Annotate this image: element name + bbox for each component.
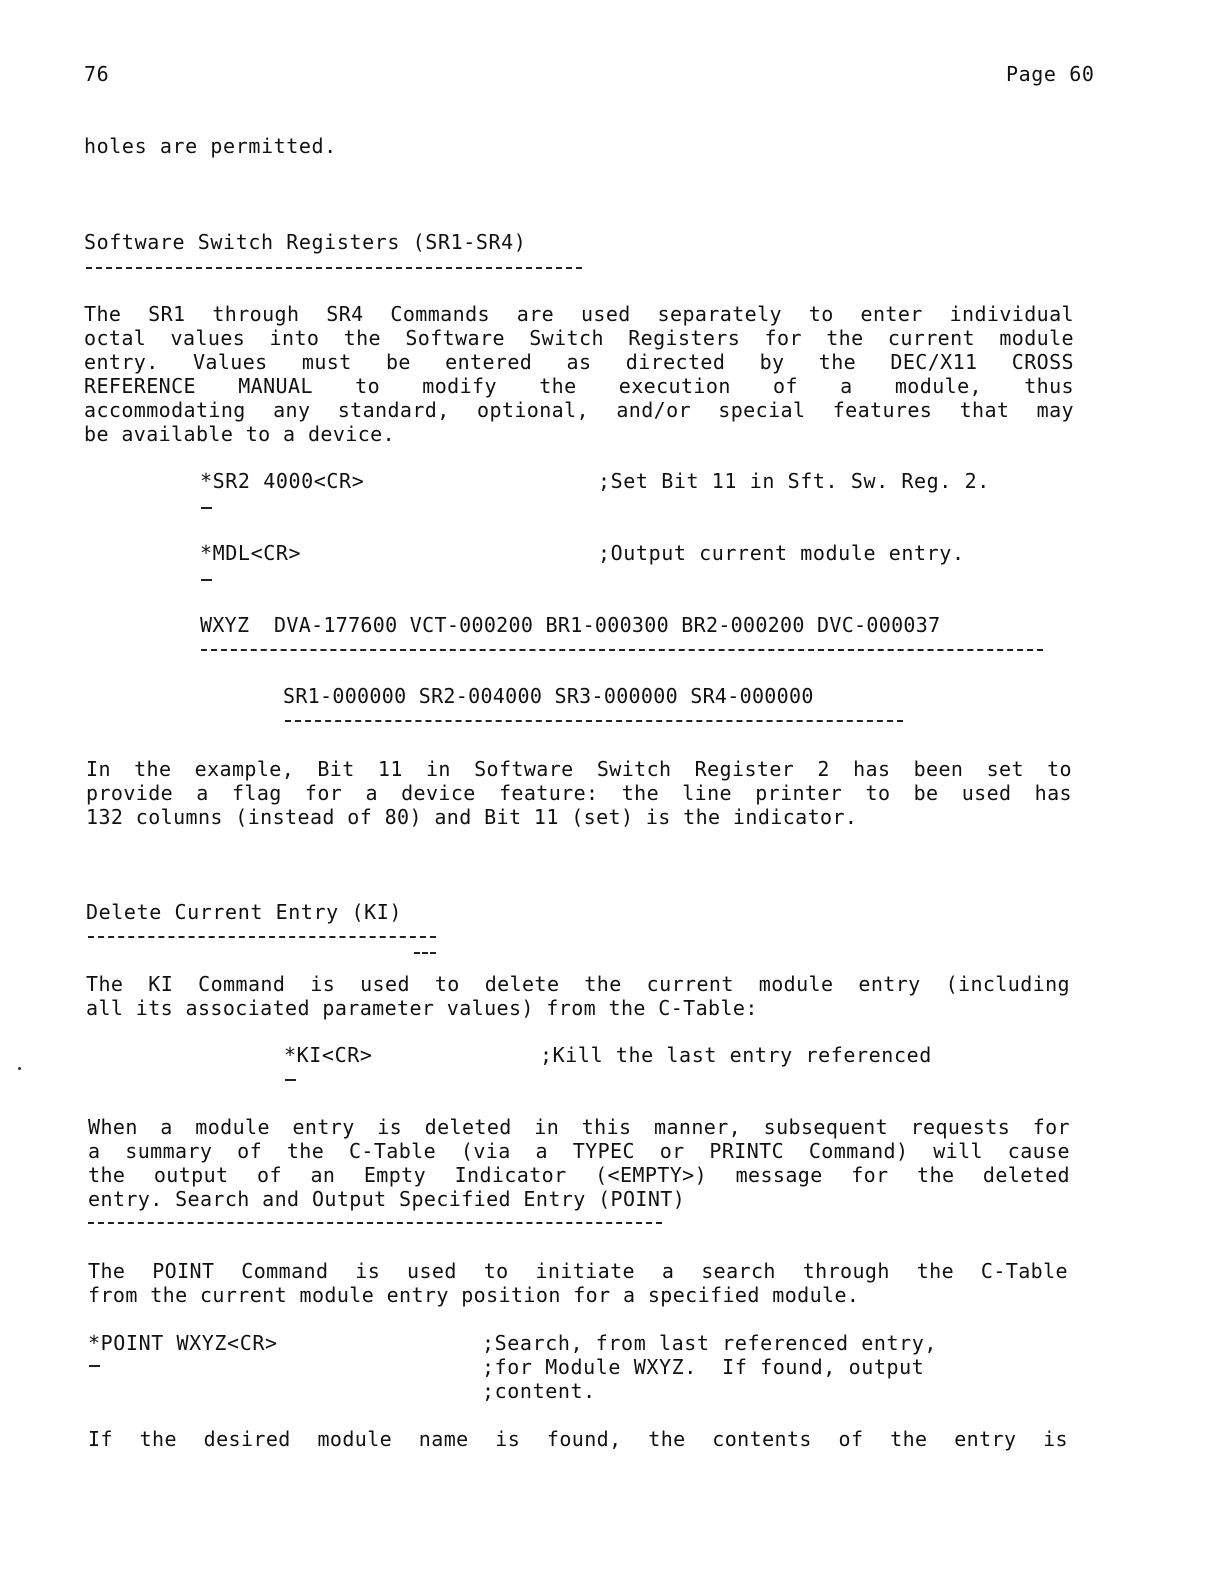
- command-comment: ;Kill the last entry referenced: [540, 1043, 932, 1067]
- paragraph-line: all its associated parameter values) from the C-Table:: [86, 996, 758, 1020]
- output-underline: [201, 649, 1043, 651]
- paragraph-line: REFERENCE MANUAL to modify the execution of a module, thus: [84, 374, 1074, 398]
- paragraph-line: The KI Command is used to delete the current module entry (including: [86, 972, 1070, 996]
- paragraph-line: When a module entry is deleted in this manner, subsequent requests for: [88, 1115, 1070, 1139]
- command-underscore: [201, 579, 212, 581]
- paragraph-line: entry. Search and Output Specified Entry (POINT): [88, 1187, 686, 1211]
- heading-underline: [88, 936, 436, 938]
- intro-line: holes are permitted.: [84, 134, 337, 158]
- command-code: *POINT WXYZ<CR>: [88, 1331, 278, 1355]
- paragraph-line: 132 columns (instead of 80) and Bit 11 (set) is the indicator.: [86, 805, 858, 829]
- paragraph-line: octal values into the Software Switch Registers for the current module: [84, 326, 1074, 350]
- paragraph-line: be available to a device.: [84, 422, 396, 446]
- page-number-left: 76: [84, 62, 110, 86]
- scan-speck: [18, 1067, 21, 1070]
- command-code: *SR2 4000<CR>: [200, 469, 365, 493]
- command-comment: ;for Module WXYZ. If found, output: [482, 1355, 925, 1379]
- ki-paragraph: [86, 972, 1070, 1020]
- command-comment: ;Output current module entry.: [598, 541, 965, 565]
- paragraph-line: the output of an Empty Indicator (<EMPTY>) message for the deleted: [88, 1163, 1070, 1187]
- paragraph-line: In the example, Bit 11 in Software Switch Register 2 has been set to: [86, 757, 1072, 781]
- paragraph-line: from the current module entry position for a specified module.: [88, 1283, 860, 1307]
- command-code: *KI<CR>: [284, 1043, 373, 1067]
- paragraph-line: The POINT Command is used to initiate a search through the C-Table: [88, 1259, 1068, 1283]
- paragraph-line: a summary of the C-Table (via a TYPEC or PRINTC Command) will cause: [88, 1139, 1070, 1163]
- command-comment: ;Search, from last referenced entry,: [482, 1331, 938, 1355]
- ki-explanation: [88, 1115, 1070, 1211]
- output-underline: [285, 720, 903, 722]
- output-line: SR1-000000 SR2-004000 SR3-000000 SR4-000000: [283, 684, 814, 708]
- page-number-right: Page 60: [1006, 62, 1095, 86]
- paragraph-line: provide a flag for a device feature: the line printer to be used has: [86, 781, 1072, 805]
- command-underscore: [201, 507, 212, 509]
- heading-underline: [88, 1222, 662, 1224]
- point-final-line: [88, 1427, 1068, 1451]
- command-code: *MDL<CR>: [200, 541, 302, 565]
- heading-underline: [86, 267, 582, 269]
- sr-explanation: [86, 757, 1072, 829]
- command-underscore: [285, 1079, 296, 1081]
- command-comment: ;content.: [482, 1379, 596, 1403]
- paragraph-line: If the desired module name is found, the contents of the entry is: [88, 1427, 1068, 1451]
- section-heading-ki: Delete Current Entry (KI): [86, 900, 403, 924]
- paragraph-line: accommodating any standard, optional, and/or special features that may: [84, 398, 1074, 422]
- command-underscore: [89, 1365, 100, 1367]
- sr-paragraph: [84, 302, 1074, 446]
- command-comment: ;Set Bit 11 in Sft. Sw. Reg. 2.: [598, 469, 990, 493]
- paragraph-line: entry. Values must be entered as directed by the DEC/X11 CROSS: [84, 350, 1074, 374]
- paragraph-line: The SR1 through SR4 Commands are used separately to enter individual: [84, 302, 1074, 326]
- heading-underline-fragment: [414, 952, 436, 954]
- section-heading-sr: Software Switch Registers (SR1-SR4): [84, 230, 527, 254]
- point-paragraph: [88, 1259, 1068, 1307]
- output-line: WXYZ DVA-177600 VCT-000200 BR1-000300 BR2-000200 DVC-000037: [200, 613, 941, 637]
